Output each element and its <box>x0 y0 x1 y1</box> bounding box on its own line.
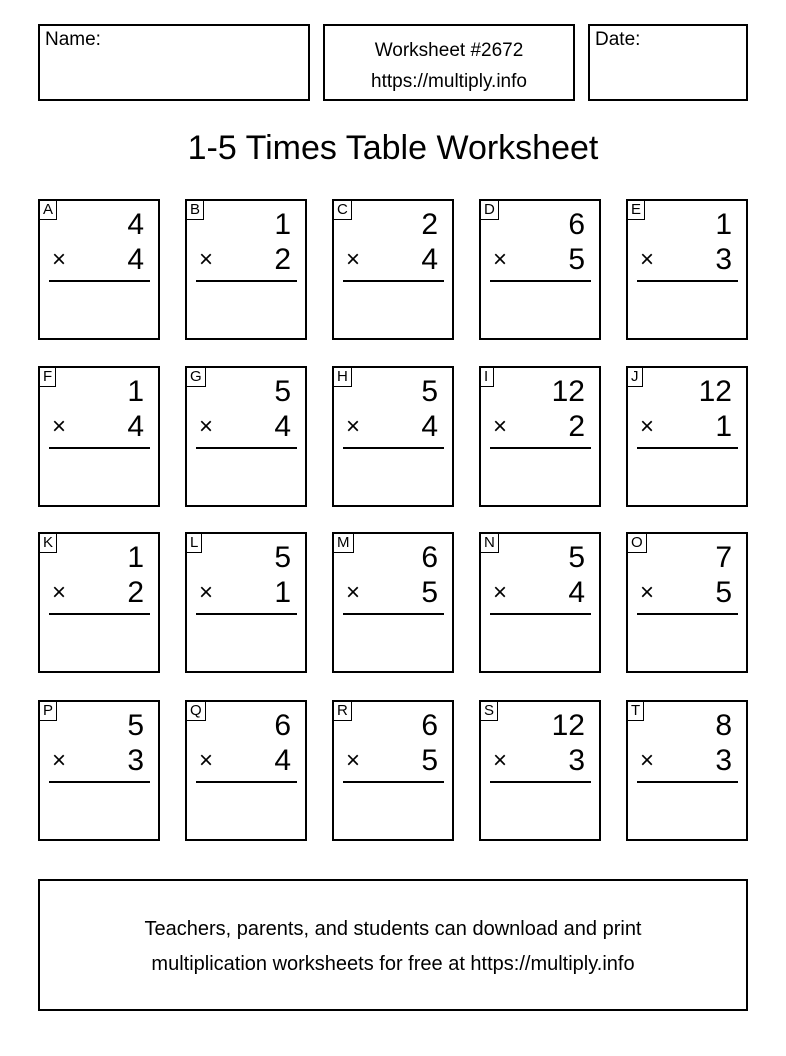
problem-card-l[interactable] <box>185 532 307 673</box>
problem-letter: P <box>39 701 57 721</box>
bottom-number: 4 <box>127 410 144 443</box>
bottom-number: 4 <box>127 243 144 276</box>
answer-line <box>196 613 297 615</box>
problem-card-s[interactable] <box>479 700 601 841</box>
top-number: 5 <box>274 541 291 574</box>
multiply-sign: × <box>52 413 67 440</box>
top-number: 6 <box>274 709 291 742</box>
worksheet-url: https://multiply.info <box>371 71 527 92</box>
problem-letter: K <box>39 533 57 553</box>
problem-letter: D <box>480 200 499 220</box>
problem-letter: S <box>480 701 498 721</box>
problem-card-d[interactable] <box>479 199 601 340</box>
problem-card-g[interactable] <box>185 366 307 507</box>
answer-line <box>490 781 591 783</box>
answer-line <box>196 781 297 783</box>
multiply-sign: × <box>199 246 214 273</box>
problem-card-r[interactable] <box>332 700 454 841</box>
answer-line <box>343 781 444 783</box>
page-title: 1-5 Times Table Worksheet <box>187 129 599 167</box>
name-field-box[interactable] <box>38 24 310 101</box>
worksheet-number: Worksheet #2672 <box>374 40 524 61</box>
problem-card-p[interactable] <box>38 700 160 841</box>
footer-box <box>38 879 748 1011</box>
top-number: 2 <box>421 208 438 241</box>
multiply-sign: × <box>346 579 361 606</box>
answer-line <box>490 613 591 615</box>
answer-line <box>637 447 738 449</box>
top-number: 5 <box>568 541 585 574</box>
multiply-sign: × <box>640 246 655 273</box>
answer-line <box>637 781 738 783</box>
multiply-sign: × <box>640 579 655 606</box>
bottom-number: 5 <box>421 744 438 777</box>
bottom-number: 2 <box>274 243 291 276</box>
answer-line <box>637 280 738 282</box>
answer-line <box>49 781 150 783</box>
top-number: 12 <box>551 375 585 408</box>
problem-letter: H <box>333 367 352 387</box>
bottom-number: 5 <box>715 576 732 609</box>
answer-line <box>490 447 591 449</box>
footer-line-1: Teachers, parents, and students can download and print <box>144 918 642 940</box>
problem-letter: F <box>39 367 56 387</box>
problem-card-k[interactable] <box>38 532 160 673</box>
multiply-sign: × <box>52 246 67 273</box>
top-number: 1 <box>715 208 732 241</box>
top-number: 1 <box>127 375 144 408</box>
problem-card-b[interactable] <box>185 199 307 340</box>
multiply-sign: × <box>640 413 655 440</box>
answer-line <box>343 613 444 615</box>
worksheet-info-box <box>323 24 575 101</box>
top-number: 1 <box>274 208 291 241</box>
multiply-sign: × <box>199 413 214 440</box>
multiply-sign: × <box>493 747 508 774</box>
bottom-number: 3 <box>127 744 144 777</box>
top-number: 6 <box>421 541 438 574</box>
multiply-sign: × <box>493 246 508 273</box>
answer-line <box>343 280 444 282</box>
problem-card-i[interactable] <box>479 366 601 507</box>
problem-card-t[interactable] <box>626 700 748 841</box>
problem-card-c[interactable] <box>332 199 454 340</box>
multiply-sign: × <box>346 246 361 273</box>
bottom-number: 2 <box>127 576 144 609</box>
top-number: 5 <box>274 375 291 408</box>
problem-letter: C <box>333 200 352 220</box>
answer-line <box>196 447 297 449</box>
top-number: 1 <box>127 541 144 574</box>
problem-card-e[interactable] <box>626 199 748 340</box>
top-number: 8 <box>715 709 732 742</box>
answer-line <box>490 280 591 282</box>
multiply-sign: × <box>52 747 67 774</box>
date-label: Date: <box>595 29 641 50</box>
multiply-sign: × <box>199 747 214 774</box>
problem-letter: N <box>480 533 499 553</box>
bottom-number: 4 <box>421 410 438 443</box>
bottom-number: 3 <box>568 744 585 777</box>
problem-letter: T <box>627 701 644 721</box>
problem-letter: I <box>480 367 494 387</box>
bottom-number: 5 <box>568 243 585 276</box>
top-number: 12 <box>551 709 585 742</box>
bottom-number: 4 <box>421 243 438 276</box>
problem-letter: Q <box>186 701 206 721</box>
bottom-number: 5 <box>421 576 438 609</box>
multiply-sign: × <box>346 747 361 774</box>
bottom-number: 4 <box>274 744 291 777</box>
problem-letter: R <box>333 701 352 721</box>
bottom-number: 2 <box>568 410 585 443</box>
problem-letter: G <box>186 367 206 387</box>
problem-letter: A <box>39 200 57 220</box>
problem-card-q[interactable] <box>185 700 307 841</box>
multiply-sign: × <box>493 579 508 606</box>
top-number: 6 <box>568 208 585 241</box>
footer-line-2: multiplication worksheets for free at https://multiply.info <box>151 953 635 975</box>
bottom-number: 3 <box>715 744 732 777</box>
problem-card-m[interactable] <box>332 532 454 673</box>
problem-card-n[interactable] <box>479 532 601 673</box>
answer-line <box>49 613 150 615</box>
answer-line <box>49 280 150 282</box>
answer-line <box>196 280 297 282</box>
problem-card-a[interactable] <box>38 199 160 340</box>
multiply-sign: × <box>346 413 361 440</box>
name-label: Name: <box>45 29 101 50</box>
problem-card-h[interactable] <box>332 366 454 507</box>
problem-letter: O <box>627 533 647 553</box>
bottom-number: 3 <box>715 243 732 276</box>
top-number: 4 <box>127 208 144 241</box>
problem-card-o[interactable] <box>626 532 748 673</box>
bottom-number: 4 <box>274 410 291 443</box>
top-number: 5 <box>127 709 144 742</box>
problem-letter: E <box>627 200 645 220</box>
bottom-number: 1 <box>715 410 732 443</box>
top-number: 12 <box>698 375 732 408</box>
answer-line <box>49 447 150 449</box>
problem-letter: J <box>627 367 643 387</box>
answer-line <box>637 613 738 615</box>
multiply-sign: × <box>493 413 508 440</box>
bottom-number: 1 <box>274 576 291 609</box>
top-number: 5 <box>421 375 438 408</box>
problem-letter: M <box>333 533 354 553</box>
problem-letter: B <box>186 200 204 220</box>
problem-letter: L <box>186 533 202 553</box>
multiply-sign: × <box>199 579 214 606</box>
answer-line <box>343 447 444 449</box>
multiply-sign: × <box>52 579 67 606</box>
top-number: 6 <box>421 709 438 742</box>
date-field-box[interactable] <box>588 24 748 101</box>
problem-card-j[interactable] <box>626 366 748 507</box>
multiply-sign: × <box>640 747 655 774</box>
problem-card-f[interactable] <box>38 366 160 507</box>
bottom-number: 4 <box>568 576 585 609</box>
top-number: 7 <box>715 541 732 574</box>
